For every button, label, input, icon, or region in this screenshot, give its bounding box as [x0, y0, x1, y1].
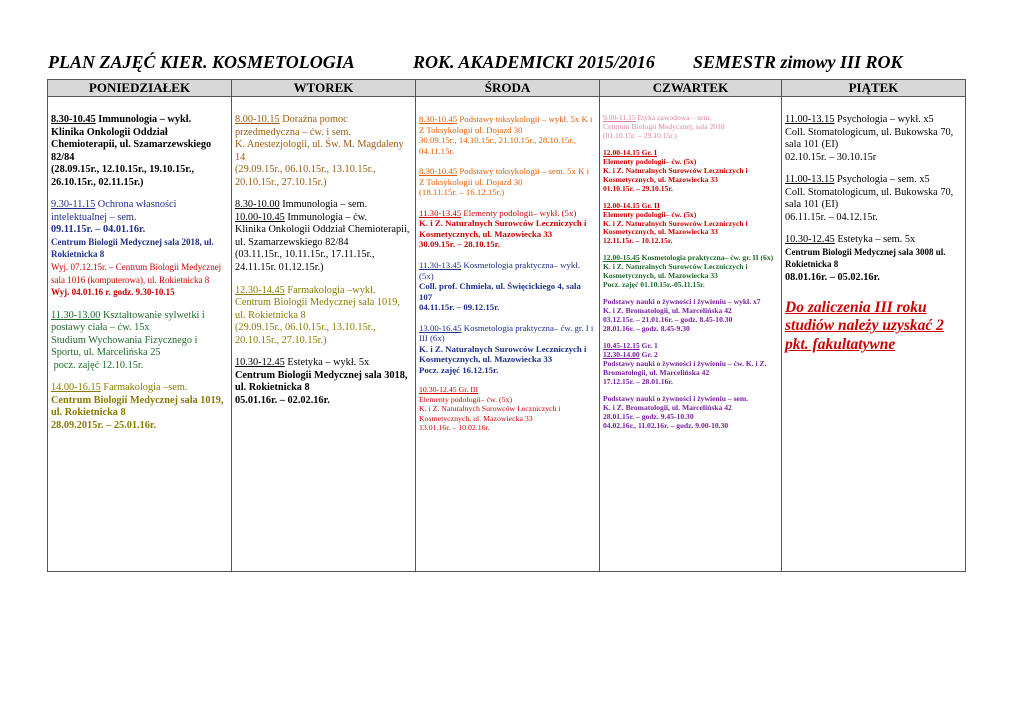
title-plan: PLAN ZAJĘĆ KIER. KOSMETOLOGIA	[48, 52, 355, 72]
class-entry: 10.30-12.45 Estetyka – wykł. 5x Centrum Biologii Medycznej sala 3018, ul. Rokietnicka 8 05.01.16r. – 02.02.16r.	[235, 357, 408, 406]
header-wednesday: ŚRODA	[416, 80, 600, 97]
class-entry: 8.30-10.45 Immunologia – wykł. Klinika Onkologii Oddział Chemioterapii, ul. Szamarzewskiego 82/84 (28.09.15r., 12.10.15r., 19.10.15r., 26.10.15r., 02.11.15r.)	[51, 114, 212, 188]
header-friday: PIĄTEK	[782, 80, 966, 97]
schedule-table	[47, 79, 966, 572]
header-thursday: CZWARTEK	[600, 80, 782, 97]
class-entry: 12.00-15.45 Kosmetologia praktyczna– ćw. gr. II (6x) K. i Z. Naturalnych Surowców Leczniczych i Kosmetycznych, ul. Mazowiecka 33 Pocz. zajęć 01.10.15r.-05.11.15r.	[603, 253, 774, 290]
class-entry: 11.00-13.15 Psychologia – wykł. x5 Coll. Stomatologicum, ul. Bukowska 70, sala 101 (EI) 02.10.15r. – 30.10.15r	[785, 114, 954, 163]
class-entry: 12.00-14.15 Gr. I Elementy podologii– ćw. (5x) K. i Z. Naturalnych Surowców Leczniczych i Kosmetycznych, ul. Mazowiecka 33 01.10.15r. – 29.10.15r.	[603, 147, 748, 193]
thursday-column	[600, 97, 782, 572]
class-entry: Podstawy nauki o żywności i żywieniu – sem. K. i Z. Bromatologii, ul. Marcelińska 42 28.01.15r. – godz. 9.45-10.30 04.02.16r., 11.02.16r. – godz. 9.00-10.30	[603, 393, 749, 430]
monday-column	[48, 97, 232, 572]
class-entry: 10.30-12.45 Estetyka – sem. 5x Centrum Biologii Medycznej sala 3008 ul. Rokietnicka 8 08.01.16r. – 05.02.16r.	[785, 234, 946, 284]
credit-note: Do zaliczenia III roku studiów należy uzyskać 2 pkt. fakultatywne	[785, 298, 944, 354]
class-entry: 13.00-16.45 Kosmetologia praktyczna– ćw. gr. I i III (6x) K. i Z. Naturalnych Surowców Leczniczych i Kosmetycznych, ul. Mazowiecka 33 Pocz. zajęć 16.12.15r.	[419, 322, 594, 375]
class-entry: 8.30-10.45 Podstawy toksykologii – sem. 5x K i Z Toksykologii ul. Dojazd 30 (18.11.15r. – 16.12.15r.)	[419, 166, 590, 198]
page-title	[48, 52, 978, 74]
tuesday-column	[232, 97, 416, 572]
title-semester: SEMESTR zimowy III ROK	[693, 52, 903, 72]
header-tuesday: WTOREK	[232, 80, 416, 97]
schedule-row	[48, 97, 966, 572]
class-entry: 12.30-14.45 Farmakologia –wykł. Centrum Biologii Medycznej sala 1019, ul. Rokietnicka 8 (29.09.15r., 06.10.15r., 13.10.15r., 20.10.15r., 27.10.15r.)	[235, 284, 401, 346]
header-monday: PONIEDZIAŁEK	[48, 80, 232, 97]
class-entry: 11.30-13.45 Kosmetologia praktyczna– wykł. (5x) Coll. prof. Chmiela, ul. Święcickiego 4, sala 107 04.11.15r. – 09.12.15r.	[419, 260, 581, 313]
class-entry: 11.30-13.00 Kształtowanie sylwetki i postawy ciała – ćw. 15x Studium Wychowania Fizycznego i Sportu, ul. Marcelińska 25 pocz. zajęć 12.10.15r.	[51, 309, 205, 371]
class-entry: 10.30-12.45 Gr. III Elementy podologii– ćw. (5x) K. i Z. Naturalnych Surowców Leczniczych i Kosmetycznych, ul. Mazowiecka 33 13.01.16r. – 10.02.16r.	[419, 385, 561, 432]
class-entry: 8.00-10.15 Doraźna pomoc przedmedyczna – ćw. i sem. K. Anestezjologii, ul. Św. M. Magdaleny 14 (29.09.15r., 06.10.15r., 13.10.15r., 20.10.15r., 27.10.15r.)	[235, 114, 404, 188]
class-entry: 9.00-11.15 Etyka zawodowa – sem. Centrum Biologii Medycznej, sala 2018 (01.10.15r. – 29.10.15r.)	[603, 113, 725, 140]
day-header-row	[48, 80, 966, 97]
class-entry: 8.30-10.45 Podstawy toksykologii – wykł. 5x K i Z Toksykologii ul. Dojazd 30 30.09.15r., 14.10.15r., 21.10.15r., 28.10.15r., 04.11.15r.	[419, 114, 593, 156]
class-entry: 10.45-12.15 Gr. 1 12.30-14.00 Gr. 2 Podstawy nauki o żywności i żywieniu – ćw. K. i Z. Bromatologii, ul. Marcelińska 42 17.12.15r. – 28.01.16r.	[603, 341, 767, 386]
class-entry: 11.00-13.15 Psychologia – sem. x5 Coll. Stomatologicum, ul. Bukowska 70, sala 101 (EI) 06.11.15r. – 04.12.15r.	[785, 174, 954, 223]
wednesday-column	[416, 97, 600, 572]
class-entry: Podstawy nauki o żywności i żywieniu – wykł. x7 K. i Z. Bromatologii, ul. Marcelińska 42 03.12.15r. – 21.01.16r. – godz. 8.45-10.30 28.01.16r. – godz. 8.45-9.30	[603, 297, 761, 334]
title-year: ROK. AKADEMICKI 2015/2016	[413, 52, 655, 72]
friday-column	[782, 97, 966, 572]
class-entry: 9.30-11.15 Ochrona własności intelektualnej – sem. 09.11.15r. – 04.01.16r. Centrum Biologii Medycznej sala 2018, ul. Rokietnicka 8 Wyj. 07.12.15r. – Centrum Biologii Medycznej sala 1016 (komputerowa), ul. Rokietnicka 8 Wyj. 04.01.16 r. godz. 9.30-10.15	[51, 199, 222, 298]
class-entry: 8.30-10.00 Immunologia – sem. 10.00-10.45 Immunologia – ćw. Klinika Onkologii Oddział Chemioterapii, ul. Szamarzewskiego 82/84 (03.11.15r., 10.11.15r., 17.11.15r., 24.11.15r. 01.12.15r.)	[235, 199, 410, 274]
class-entry: 14.00-16.15 Farmakologia –sem. Centrum Biologii Medycznej sala 1019, ul. Rokietnicka 8 28.09.2015r. – 25.01.16r.	[51, 382, 224, 432]
class-entry: 11.30-13.45 Elementy podologii– wykł. (5x) K. i Z. Naturalnych Surowców Leczniczych i Kosmetycznych, ul. Mazowiecka 33 30.09.15r. – 28.10.15r.	[419, 207, 587, 250]
class-entry: 12.00-14.15 Gr. II Elementy podologii– ćw. (5x) K. i Z. Naturalnych Surowców Leczniczych i Kosmetycznych, ul. Mazowiecka 33 12.11.15r. – 10.12.15r.	[603, 200, 748, 246]
